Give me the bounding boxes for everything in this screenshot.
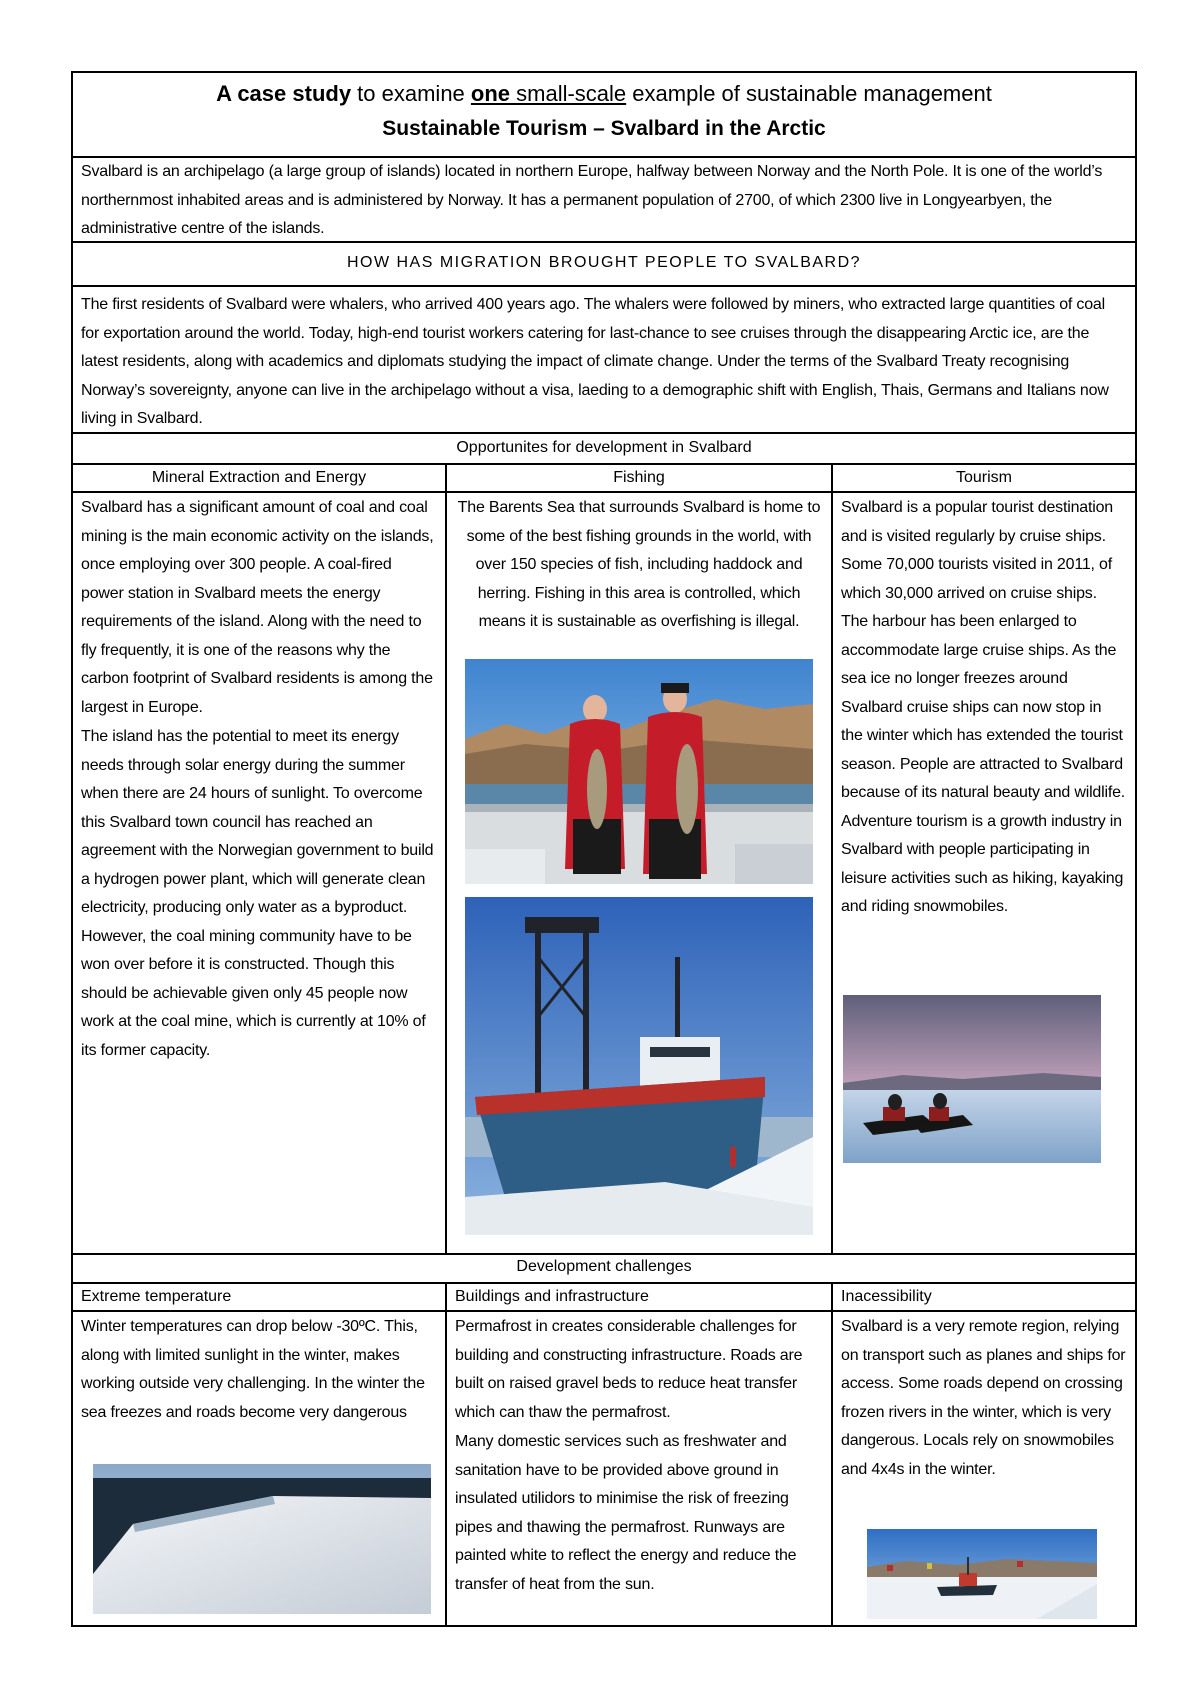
challenges-body (73, 1312, 1135, 1625)
fishing-text: The Barents Sea that surrounds Svalbard is home to some of the best fishing grounds in the world, with over 150 species of fish, including haddock and herring. Fishing in this area is controlled, which means it is sustainable as overfishing is illegal. (457, 499, 821, 630)
tourism-column (833, 493, 1135, 1253)
buildings-text: Permafrost in creates considerable challenges for building and constructing infrastructure. Roads are built on raised gravel beds to reduce heat transfer which can thaw the permafrost. (455, 1318, 803, 1421)
ice-shelf-photo (93, 1464, 431, 1614)
frozen-harbour-photo (867, 1529, 1097, 1619)
intro-text: Svalbard is an archipelago (a large group of islands) located in northern Europe, halfway between Norway and the North Pole. It is one of the world’s northernmost inhabited areas and is administered by Norway. It has a permanent population of 2700, of which 2300 live in Longyearbyen, the administrative centre of the islands. (81, 163, 1103, 237)
migration-text: The first residents of Svalbard were whalers, who arrived 400 years ago. The whalers were followed by miners, who extracted large quantities of coal for exportation around the world. Today, high-end tourist workers catering for last-chance to see cruises through the disappearing Arctic ice, are the latest residents, along with academics and diplomats studying the impact of climate change. Under the terms of the Svalbard Treaty recognising Norway’s sovereignty, anyone can live in the archipelago without a visa, laeding to a demographic shift with English, Thais, Germans and Italians now living in Svalbard. (81, 296, 1109, 427)
buildings-column (447, 1312, 833, 1625)
inaccessibility-column (833, 1312, 1135, 1625)
title-one: one (470, 81, 511, 106)
fishermen-photo (465, 659, 813, 884)
intro-section (73, 158, 1135, 243)
title-section (73, 73, 1135, 158)
temperature-text: Winter temperatures can drop below -30ºC. This, along with limited sunlight in the winter, makes working outside very challenging. In the winter the sea freezes and roads become very dangerous (81, 1318, 425, 1421)
column-header-buildings: Buildings and infrastructure (447, 1284, 833, 1310)
column-header-fishing: Fishing (447, 465, 833, 491)
fishing-column (447, 493, 833, 1253)
trawler-photo (465, 897, 813, 1235)
title-text-b: example of sustainable management (626, 81, 992, 106)
opportunities-heading: Opportunites for development in Svalbard (73, 434, 1135, 465)
title-small-scale: small-scale (510, 81, 627, 106)
temperature-column (73, 1312, 447, 1625)
column-header-temperature: Extreme temperature (73, 1284, 447, 1310)
buildings-text-2: Many domestic services such as freshwater and sanitation have to be provided above ground in insulated utilidors to minimise the risk of freezing pipes and thawing the permafrost. Runways are painted white to reflect the energy and reduce the transfer of heat from the sun. (455, 1433, 797, 1593)
migration-section (73, 287, 1135, 434)
mineral-text-2: The island has the potential to meet its energy needs through solar energy during the summer when there are 24 hours of sunlight. To overcome this Svalbard town council has reached an agreement with the Norwegian government to build a hydrogen power plant, which will generate clean electricity, producing only water as a byproduct. However, the coal mining community have to be won over before it is constructed. Though this should be achievable given only 45 people now work at the coal mine, which is currently at 10% of its former capacity. (81, 728, 434, 1059)
column-header-tourism: Tourism (955, 469, 1012, 486)
title-case-study: A case study (216, 81, 352, 106)
column-header-inaccessibility: Inacessibility (841, 1288, 932, 1305)
column-header-mineral: Mineral Extraction and Energy (73, 465, 447, 491)
migration-heading: HOW HAS MIGRATION BROUGHT PEOPLE TO SVALBARD? (73, 243, 1135, 287)
worksheet (71, 71, 1137, 1627)
inaccessibility-text: Svalbard is a very remote region, relying on transport such as planes and ships for access. Some roads depend on crossing frozen rivers in the winter, which is very dangerous. Locals rely on snowmobiles and 4x4s in the winter. (841, 1318, 1126, 1478)
opportunities-body (73, 493, 1135, 1255)
mineral-text: Svalbard has a significant amount of coal and coal mining is the main economic activity on the islands, once employing over 300 people. A coal-fired power station in Svalbard meets the energy requirements of the island. Along with the need to fly frequently, it is one of the reasons why the carbon footprint of Svalbard residents is among the largest in Europe. (81, 499, 434, 716)
snowmobile-photo (843, 995, 1101, 1163)
title-text-a: to examine (351, 81, 471, 106)
challenges-heading: Development challenges (73, 1253, 1135, 1284)
challenges-column-headers (73, 1284, 1135, 1312)
title-line-1 (73, 73, 1135, 107)
opportunities-column-headers (73, 465, 1135, 493)
tourism-text: Svalbard is a popular tourist destination and is visited regularly by cruise ships. Some 70,000 tourists visited in 2011, of which 30,000 arrived on cruise ships. The harbour has been enlarged to accommodate large cruise ships. As the sea ice no longer freezes around Svalbard cruise ships can now stop in the winter which has extended the tourist season. People are attracted to Svalbard because of its natural beauty and wildlife. Adventure tourism is a growth industry in Svalbard with people participating in leisure activities such as hiking, kayaking and riding snowmobiles. (841, 499, 1126, 915)
page-title: Sustainable Tourism – Svalbard in the Arctic (382, 117, 826, 140)
mineral-column (73, 493, 447, 1253)
